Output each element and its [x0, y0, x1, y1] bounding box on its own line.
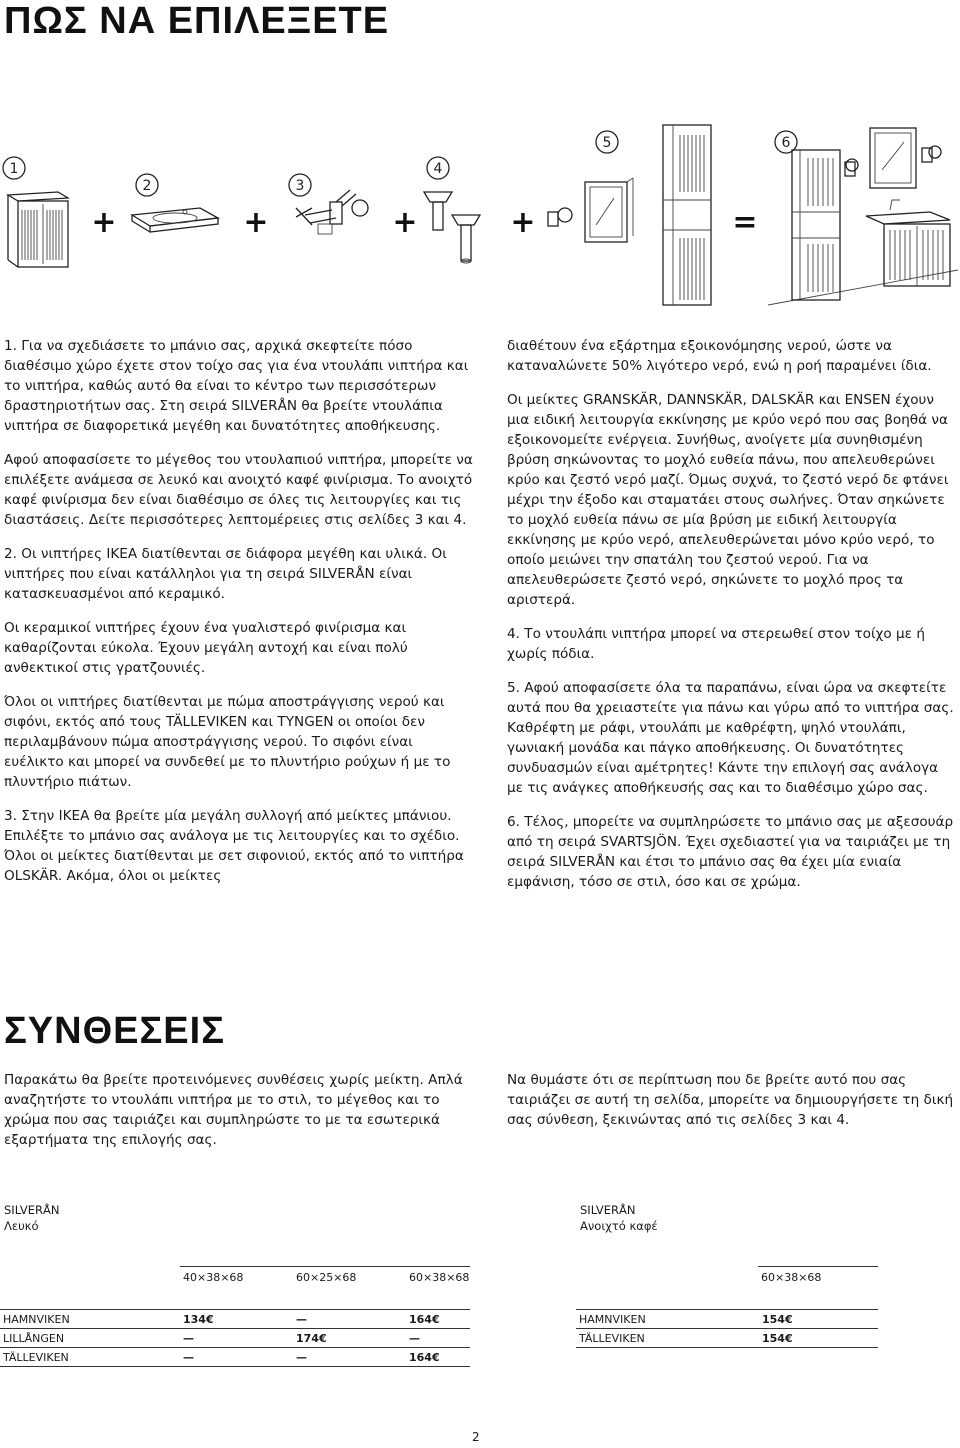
paragraph: 4. Το ντουλάπι νιπτήρα μπορεί να στερεωθεί στον τοίχο με ή χωρίς πόδια. [507, 626, 925, 662]
plus-sign: + [91, 205, 117, 240]
combo-white-label [4, 1202, 59, 1234]
table-row [0, 1329, 470, 1348]
step-number-4 [427, 157, 449, 179]
product-name: TÄLLEVIKEN [576, 1329, 759, 1348]
product-name: HAMNVIKEN [576, 1310, 759, 1329]
combo-white-prices [0, 1309, 470, 1367]
size-cell: 60×38×68 [758, 1267, 878, 1288]
combo-white-sizes [180, 1266, 470, 1287]
svg-text:1: 1 [9, 161, 19, 177]
svg-text:5: 5 [602, 135, 612, 151]
price-cell: — [293, 1348, 406, 1367]
price-cell: 174€ [293, 1329, 406, 1348]
steps-illustration [0, 120, 960, 320]
step-number-3 [289, 174, 311, 196]
step-number-1 [3, 157, 25, 179]
color-name: Λευκό [4, 1219, 39, 1233]
bathroom-composition-icon [768, 128, 958, 305]
price-cell: 154€ [759, 1329, 878, 1348]
paragraph: Όλοι οι νιπτήρες διατίθενται με πώμα αποστράγγισης νερού και σιφόνι, εκτός από τους TÄLLEVIKEN και TYNGEN οι οποίοι δεν περιλαμβάνουν πώμα αποστράγγισης νερού. Το σιφόνι είναι ευέλικτο και μπορεί να συνδεθεί με το πλυντήριο ρούχων ή με το πλυντήριο πιάτων. [4, 694, 451, 790]
size-cell: 60×25×68 [293, 1267, 406, 1288]
paragraph: 6. Τέλος, μπορείτε να συμπληρώσετε το μπάνιο σας με αξεσουάρ από τη σειρά SVARTSJÖN. Έχει σχεδιαστεί για να ταιριάζει με τη σειρά SILVERÅN και έτσι το μπάνιο σας θα έχει μία ενιαία εμφάνιση, τόσο σε στιλ, όσο και σε χρώμα. [507, 814, 954, 890]
compositions-note [507, 1070, 957, 1144]
size-cell: 60×38×68 [406, 1267, 470, 1288]
compositions-intro [4, 1070, 474, 1164]
sink-icon [132, 208, 218, 232]
section-title: ΣΥΝΘΕΣΕΙΣ [4, 1010, 226, 1052]
paragraph: Να θυμάστε ότι σε περίπτωση που δε βρείτε αυτό που σας ταιριάζει σε αυτή τη σελίδα, μπορείτε να δημιουργήσετε τη δική σας σύνθεση, ξεκινώντας από τις σελίδες 3 και 4. [507, 1072, 954, 1128]
step-number-2 [136, 174, 158, 196]
price-cell: — [180, 1348, 293, 1367]
svg-text:6: 6 [781, 135, 791, 151]
table-row [0, 1310, 470, 1329]
table-row [0, 1348, 470, 1367]
combo-brown-prices [576, 1309, 878, 1348]
table-row [576, 1310, 878, 1329]
paragraph: 2. Οι νιπτήρες IKEA διατίθενται σε διάφορα μεγέθη και υλικά. Οι νιπτήρες που είναι κατάλληλοι για τη σειρά SILVERÅN είναι κατασκευασμένοι από κεραμικό. [4, 546, 447, 602]
plus-sign: + [243, 205, 269, 240]
price-cell: 154€ [759, 1310, 878, 1329]
color-name: Ανοιχτό καφέ [580, 1219, 658, 1233]
series-name: SILVERÅN [580, 1203, 636, 1217]
price-cell: 134€ [180, 1310, 293, 1329]
tall-cabinet-icon [663, 125, 711, 305]
price-cell: 164€ [406, 1310, 470, 1329]
svg-text:2: 2 [142, 178, 152, 194]
svg-text:3: 3 [295, 178, 305, 194]
paragraph: Οι μείκτες GRANSKÄR, DANNSKÄR, DALSKÄR και ENSEN έχουν μια ειδική λειτουργία εκκίνησης με κρύο νερό που σας βοηθά να εξοικονομείτε ενέργεια. Συνήθως, ανοίγετε μία συνηθισμένη βρύση σηκώνοντας το μοχλό ευθεία πάνω, που απελευθερώνει κρύο και ζεστό νερό μαζί. Όμως συχνά, το ζεστό νερό δε φτάνει μέχρι την έξοδο και σταματάει στους σωλήνες. Όταν σηκώνετε το μοχλό ευθεία πάνω σε μία βρύση με ειδική λειτουργία εκκίνησης με κρύο νερό, απελευθερώνεται μόνο κρύο νερό, το οποίο μειώνει την σπατάλη του ζεστού νερού. Για να απελευθερώσετε ζεστό νερό, σηκώνετε το μοχλό προς τα αριστερά. [507, 392, 949, 608]
vanity-cabinet-icon [8, 192, 68, 267]
page-number: 2 [472, 1430, 480, 1444]
product-name: TÄLLEVIKEN [0, 1348, 180, 1367]
price-cell: — [180, 1329, 293, 1348]
price-cell: — [406, 1329, 470, 1348]
product-name: HAMNVIKEN [0, 1310, 180, 1329]
paragraph: Οι κεραμικοί νιπτήρες έχουν ένα γυαλιστερό φινίρισμα και καθαρίζονται εύκολα. Έχουν μεγάλη αντοχή και είναι πολύ ανθεκτικοί στις γρατζουνιές. [4, 620, 408, 676]
combo-brown-label [580, 1202, 658, 1234]
faucet-icon [296, 190, 368, 234]
page-title: ΠΩΣ ΝΑ ΕΠΙΛΕΞΕΤΕ [4, 0, 390, 42]
paragraph: διαθέτουν ένα εξάρτημα εξοικονόμησης νερού, ώστε να καταναλώνετε 50% λιγότερο νερό, ενώ η ροή παραμένει ίδια. [507, 338, 932, 374]
plus-sign: + [392, 205, 418, 240]
paragraph: Παρακάτω θα βρείτε προτεινόμενες συνθέσεις χωρίς μείκτη. Απλά αναζητήστε το ντουλάπι νιπτήρα με το στιλ, το μέγεθος και το χρώμα που σας ταιριάζει και συμπληρώστε το με τα εσωτερικά εξαρτήματα της επιλογής σας. [4, 1072, 463, 1148]
product-name: LILLÅNGEN [0, 1329, 180, 1348]
right-text-column [507, 336, 957, 906]
table-row [576, 1329, 878, 1348]
cabinet-legs-icon [424, 192, 480, 263]
price-cell: 164€ [406, 1348, 470, 1367]
size-cell: 40×38×68 [180, 1267, 293, 1288]
paragraph: Αφού αποφασίσετε το μέγεθος του ντουλαπιού νιπτήρα, μπορείτε να επιλέξετε ανάμεσα σε λευκό και ανοιχτό καφέ φινίρισμα. Το ανοιχτό καφέ φινίρισμα δεν είναι διαθέσιμο σε όλες τις λειτουργίες και τις διαστάσεις. Δείτε περισσότερες λεπτομέρειες στις σελίδες 3 και 4. [4, 452, 473, 528]
paragraph: 1. Για να σχεδιάσετε το μπάνιο σας, αρχικά σκεφτείτε πόσο διαθέσιμο χώρο έχετε στον τοίχο σας για ένα ντουλάπι νιπτήρα και το νιπτήρα, καθώς αυτό θα είναι το κέντρο των περισσότερων δραστηριοτήτων σας. Στη σειρά SILVERÅN θα βρείτε ντουλάπια νιπτήρα σε διαφορετικά μεγέθη και δυνατότητες αποθήκευσης. [4, 338, 469, 434]
series-name: SILVERÅN [4, 1203, 60, 1217]
step-number-5 [596, 131, 618, 153]
svg-text:4: 4 [433, 161, 443, 177]
paragraph: 3. Στην IKEA θα βρείτε μία μεγάλη συλλογή από μείκτες μπάνιου. Επιλέξτε το μπάνιο σας ανάλογα με τις λειτουργίες και το σχέδιο. Όλοι οι μείκτες διατίθενται με σετ σιφονιού, εκτός από το νιπτήρα OLSKÄR. Ακόμα, όλοι οι μείκτες [4, 808, 464, 884]
paragraph: 5. Αφού αποφασίσετε όλα τα παραπάνω, είναι ώρα να σκεφτείτε αυτά που θα χρειαστείτε για πάνω και γύρω από το νιπτήρα σας. Καθρέφτη με ράφι, ντουλάπι με καθρέφτη, ψηλό ντουλάπι, γωνιακή μονάδα και πάγκο αποθήκευσης. Οι δυνατότητες συνδυασμών είναι αμέτρητες! Κάντε την επιλογή σας ανάλογα με τις ανάγκες αποθήκευσής σας και το διαθέσιμο χώρο σας. [507, 680, 954, 796]
price-cell: — [293, 1310, 406, 1329]
mirror-cabinet-icon [548, 178, 633, 242]
left-text-column [4, 336, 474, 900]
plus-sign: + [510, 205, 536, 240]
equals-sign: = [732, 205, 758, 240]
combo-brown-sizes [758, 1266, 878, 1287]
